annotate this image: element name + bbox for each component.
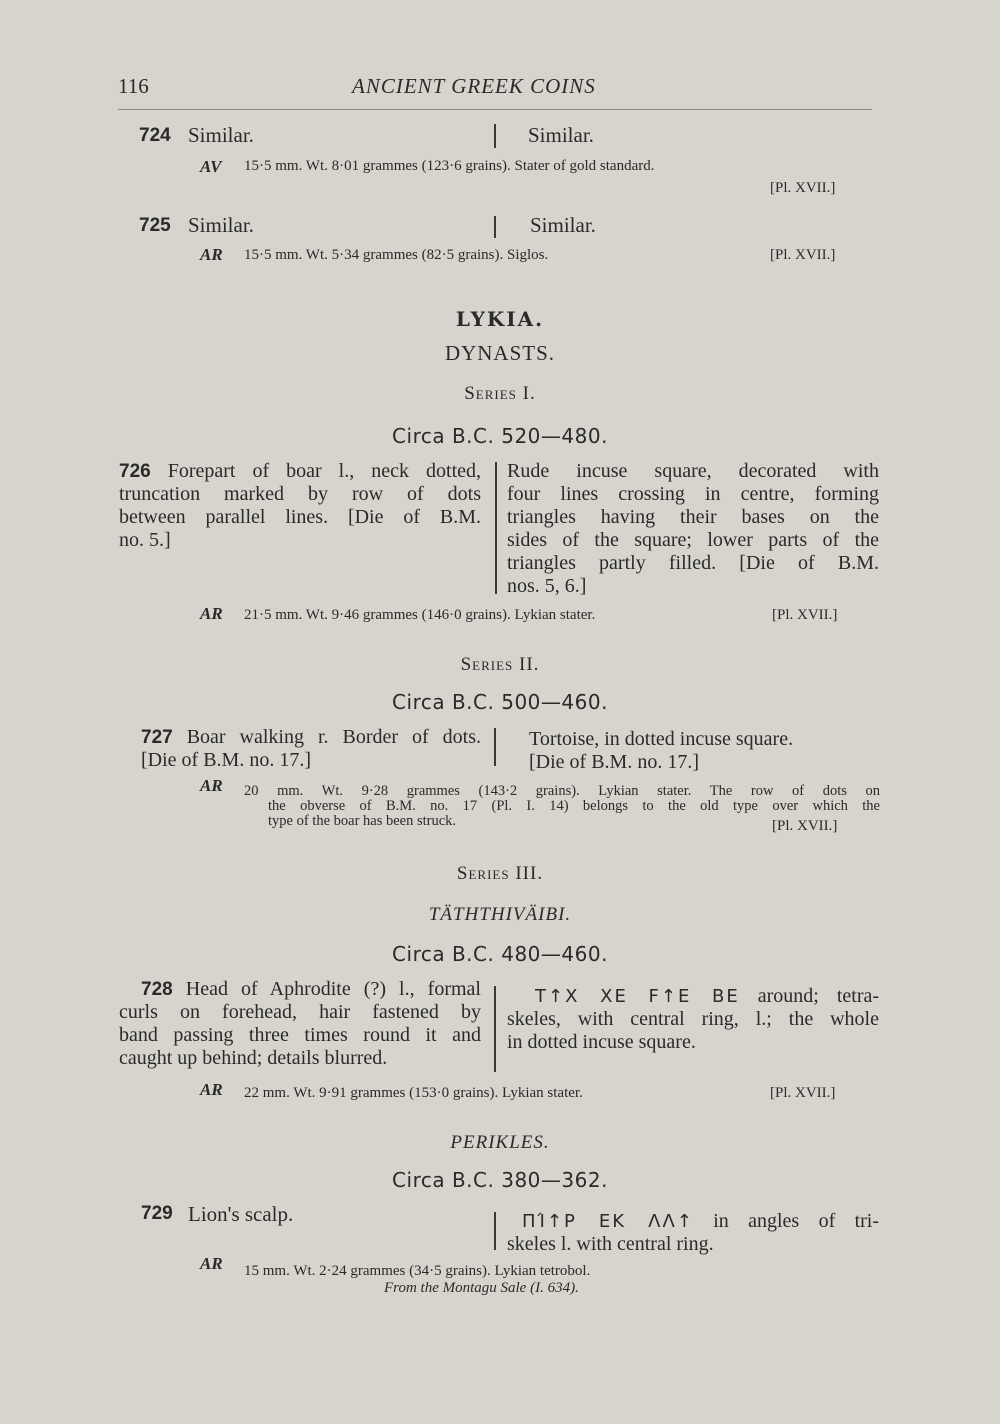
page-number: 116 [118, 74, 149, 98]
entry-724-metal: AV [200, 157, 222, 176]
entry-725-number: 725 [139, 215, 171, 236]
ruler-3-heading: TÄTHTHIVÄIBI. [428, 904, 572, 925]
entry-724-separator [494, 124, 496, 148]
entry-728-separator [494, 986, 496, 1072]
entry-724-details: 15·5 mm. Wt. 8·01 grammes (123·6 grains). Stater of gold standard. [244, 158, 655, 174]
entry-729-provenance: From the Montagu Sale (I. 634). [384, 1280, 579, 1296]
entry-729-obverse: Lion's scalp. [188, 1202, 294, 1226]
running-title: ANCIENT GREEK COINS [352, 74, 596, 98]
entry-727-separator [494, 728, 496, 766]
note-line: type of the boar has been struck. [268, 813, 457, 829]
entry-726-obverse [119, 460, 481, 552]
obverse-line: [Die of B.M. no. 17.] [141, 749, 311, 771]
series-2-heading: Series II. [460, 654, 540, 675]
reverse-line: sides of the square; lower parts of the [507, 529, 879, 551]
lykian-legend: ΠΊ↑P EK ΛΛ↑ [522, 1211, 694, 1232]
reverse-line: in angles of tri- [713, 1210, 880, 1232]
entry-725-separator [494, 216, 496, 238]
lykian-legend: T↑X XE F↑E BE [535, 986, 740, 1007]
reverse-line: skeles, with central ring, l.; the whole [507, 1008, 879, 1030]
entry-729-number: 729 [141, 1203, 173, 1224]
entry-728-details: 22 mm. Wt. 9·91 grammes (153·0 grains). Lykian stater. [244, 1085, 583, 1101]
reverse-line: in dotted incuse square. [507, 1031, 696, 1053]
circa-3-heading: Circa B.C. 480—460. [392, 942, 608, 966]
obverse-line: Forepart of boar l., neck dotted, [167, 460, 481, 482]
obverse-line: between parallel lines. [Die of B.M. [119, 506, 481, 528]
reverse-line: four lines crossing in centre, forming [507, 483, 879, 505]
entry-727-number: 727 [141, 727, 173, 748]
note-line: 20 mm. Wt. 9·28 grammes (143·2 grains). Lykian stater. The row of dots on [244, 783, 880, 799]
entry-729-reverse [507, 1210, 879, 1256]
entry-725-reverse: Similar. [530, 213, 596, 237]
entry-728-plate: [Pl. XVII.] [770, 1085, 836, 1101]
entry-726-reverse [507, 460, 879, 598]
entry-725-plate: [Pl. XVII.] [770, 247, 836, 263]
entry-724-plate: [Pl. XVII.] [770, 180, 836, 196]
series-3-heading: Series III. [456, 863, 544, 884]
header-rule [118, 109, 872, 110]
entry-728-obverse [119, 978, 481, 1070]
entry-726-number: 726 [119, 461, 151, 482]
entry-726-separator [495, 462, 497, 594]
reverse-line: skeles l. with central ring. [507, 1233, 714, 1255]
entry-727-plate: [Pl. XVII.] [772, 818, 838, 834]
circa-2-heading: Circa B.C. 500—460. [392, 690, 608, 714]
region-heading: LYKIA. [455, 307, 545, 331]
reverse-line: around; tetra- [757, 985, 880, 1007]
entry-725-metal: AR [200, 245, 223, 264]
entry-729-separator [494, 1212, 496, 1250]
entry-724-number: 724 [139, 125, 171, 146]
ruler-4-heading: PERIKLES. [450, 1132, 550, 1153]
reverse-line: Rude incuse square, decorated with [507, 460, 879, 482]
entry-726-metal: AR [200, 604, 223, 623]
obverse-line: truncation marked by row of dots [119, 483, 481, 505]
dynasts-heading: DYNASTS. [444, 341, 556, 365]
obverse-line: Head of Aphrodite (?) l., formal [185, 978, 481, 1000]
entry-725-details: 15·5 mm. Wt. 5·34 grammes (82·5 grains). Siglos. [244, 247, 549, 263]
entry-727-metal: AR [200, 776, 223, 795]
obverse-line: band passing three times round it and [119, 1024, 481, 1046]
entry-728-reverse [507, 985, 879, 1054]
reverse-line: triangles having their bases on the [507, 506, 879, 528]
circa-4-heading: Circa B.C. 380—362. [392, 1168, 608, 1192]
entry-725-obverse: Similar. [188, 213, 254, 237]
series-1-heading: Series I. [464, 383, 536, 404]
reverse-line: Tortoise, in dotted incuse square. [529, 728, 794, 750]
entry-728-number: 728 [141, 979, 173, 1000]
obverse-line: no. 5.] [119, 529, 171, 551]
entry-726-plate: [Pl. XVII.] [772, 607, 838, 623]
reverse-line: nos. 5, 6.] [507, 575, 587, 597]
note-line: the obverse of B.M. no. 17 (Pl. I. 14) belongs to the old type over which the [268, 798, 880, 814]
entry-726-details: 21·5 mm. Wt. 9·46 grammes (146·0 grains). Lykian stater. [244, 607, 596, 623]
entry-728-metal: AR [200, 1080, 223, 1099]
obverse-line: Boar walking r. Border of dots. [186, 726, 482, 748]
obverse-line: curls on forehead, hair fastened by [119, 1001, 481, 1023]
circa-1-heading: Circa B.C. 520—480. [392, 424, 608, 448]
reverse-line: triangles partly filled. [Die of B.M. [507, 552, 879, 574]
entry-727-reverse [529, 728, 869, 774]
reverse-line: [Die of B.M. no. 17.] [529, 751, 699, 773]
entry-729-metal: AR [200, 1254, 223, 1273]
entry-729-details: 15 mm. Wt. 2·24 grammes (34·5 grains). Lykian tetrobol. [244, 1263, 591, 1279]
obverse-line: caught up behind; details blurred. [119, 1047, 388, 1069]
entry-724-obverse: Similar. [188, 123, 254, 147]
entry-727-obverse [141, 726, 481, 772]
entry-724-reverse: Similar. [528, 123, 594, 147]
